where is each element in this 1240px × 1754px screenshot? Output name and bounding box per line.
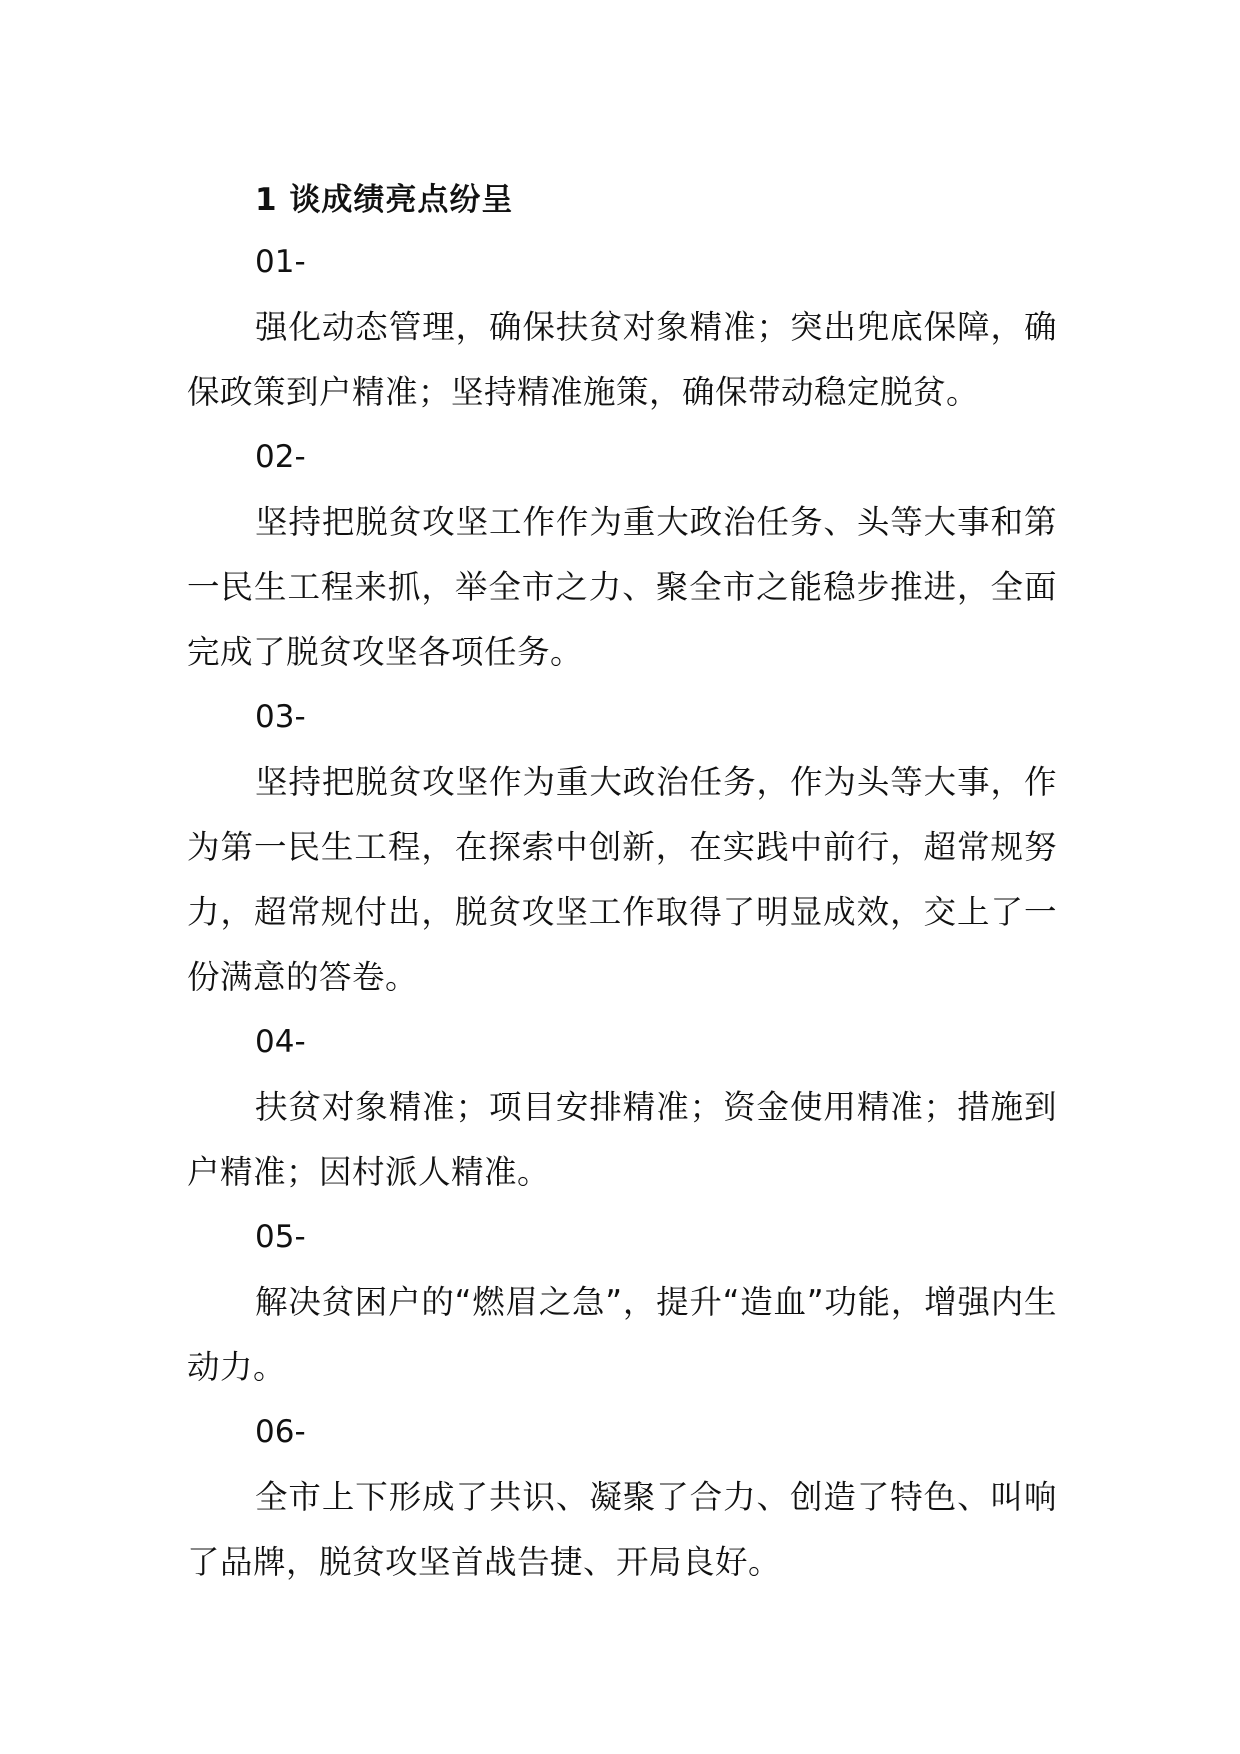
section-heading: 1 谈成绩亮点纷呈: [255, 182, 514, 218]
item-paragraph-04: 扶贫对象精准；项目安排精准；资金使用精准；措施到户精准；因村派人精准。: [187, 1088, 1057, 1191]
item-paragraph-03: 坚持把脱贫攻坚作为重大政治任务，作为头等大事，作为第一民生工程，在探索中创新，在实践中前行，超常规努力，超常规付出，脱贫攻坚工作取得了明显成效，交上了一份满意的答卷。: [187, 763, 1057, 996]
item-paragraph-02: 坚持把脱贫攻坚工作作为重大政治任务、头等大事和第一民生工程来抓，举全市之力、聚全市之能稳步推进，全面完成了脱贫攻坚各项任务。: [187, 503, 1057, 671]
item-paragraph-05: 解决贫困户的“燃眉之急”，提升“造血”功能，增强内生动力。: [187, 1283, 1057, 1386]
document-page: [187, 170, 1057, 1595]
item-number-06: 06-: [255, 1414, 306, 1450]
item-number-04: 04-: [255, 1024, 306, 1060]
item-paragraph-06: 全市上下形成了共识、凝聚了合力、创造了特色、叫响了品牌，脱贫攻坚首战告捷、开局良好。: [187, 1478, 1057, 1581]
item-number-02: 02-: [255, 439, 306, 475]
item-number-03: 03-: [255, 699, 306, 735]
item-number-05: 05-: [255, 1219, 306, 1255]
item-number-01: 01-: [255, 244, 306, 280]
item-paragraph-01: 强化动态管理，确保扶贫对象精准；突出兜底保障，确保政策到户精准；坚持精准施策，确保带动稳定脱贫。: [187, 308, 1057, 411]
